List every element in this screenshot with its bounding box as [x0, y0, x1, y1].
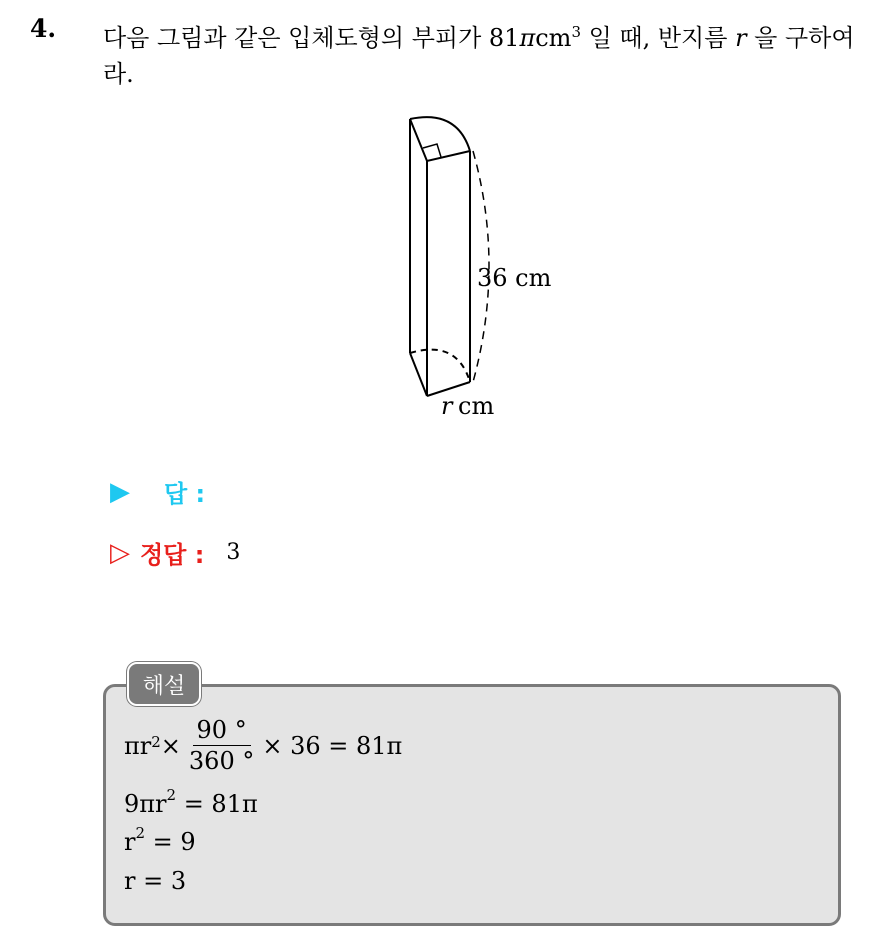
- correct-answer-value: 3: [226, 540, 241, 565]
- solution-line-1: πr $^2$ × $\frac{90 ^\circ}{360 ^\circ}$ × 36 = 81π: [124, 716, 403, 775]
- answer-row: [110, 474, 205, 509]
- solution-line-4: r = 3: [124, 867, 187, 895]
- height-label: 36 cm: [477, 264, 552, 292]
- solution-line-2: $9\pi r^2 = 81\pi$: [124, 786, 258, 818]
- radius-var-label: r: [441, 392, 453, 420]
- solution-line-3: $r^2 = 9$: [124, 824, 196, 856]
- question-text: 다음 그림과 같은 입체도형의 부피가 81πcm$^3$ 일 때, 반지름 r 을 구하여라.: [103, 23, 855, 88]
- answer-label: 답 :: [164, 480, 206, 508]
- angle-fraction: $\frac{90 ^\circ}{360 ^\circ}$: [188, 716, 255, 775]
- question-number: 4.: [30, 14, 57, 43]
- correct-answer-label: 정답 :: [140, 541, 205, 569]
- correct-answer-row: [110, 535, 240, 570]
- radius-unit-label: cm: [458, 392, 495, 420]
- solution-tag: 해설: [127, 662, 201, 706]
- solid-figure-diagram: [395, 105, 565, 425]
- answer-marker-icon: ▶: [110, 476, 130, 507]
- correct-marker-icon: ▷: [110, 537, 130, 568]
